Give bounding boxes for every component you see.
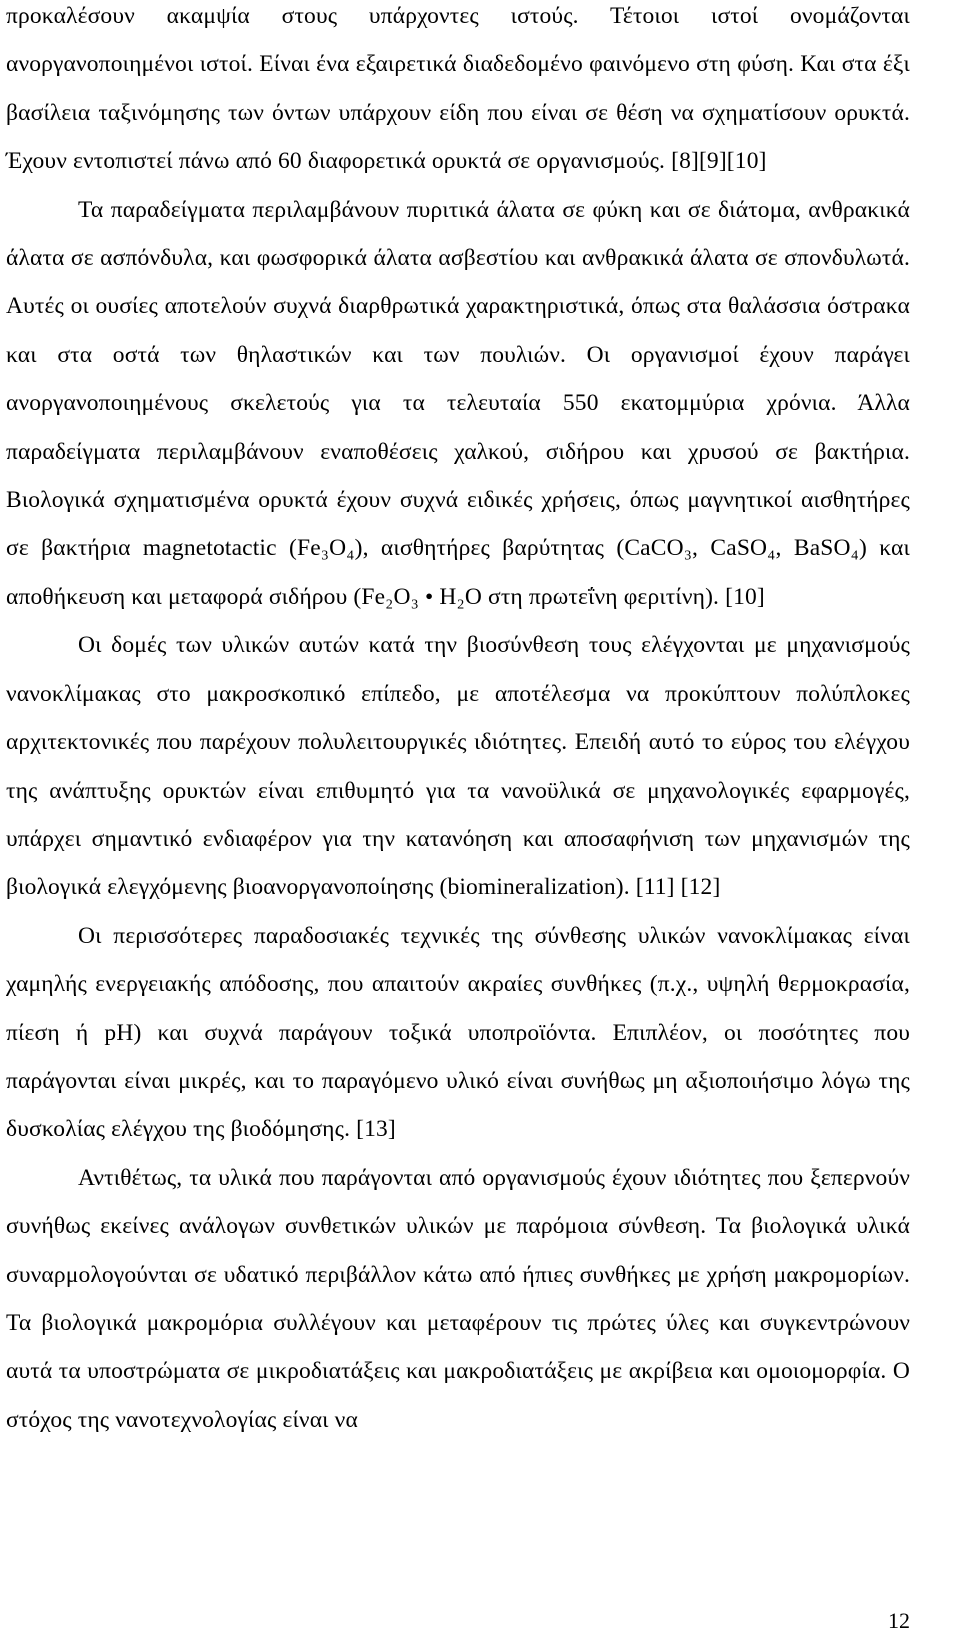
paragraph-continuation: προκαλέσουν ακαμψία στους υπάρχοντες ιστούς. Τέτοιοι ιστοί ονομάζονται ανοργανοποιημένοι ιστοί. Είναι ένα εξαιρετικά διαδεδομένο φαινόμενο στη φύση. Και στα έξι βασίλεια ταξινόμησης των όντων υπάρχουν είδη που είναι σε θέση να σχηματίσουν ορυκτά. Έχουν εντοπιστεί πάνω από 60 διαφορετικά ορυκτά σε οργανισμούς. [8][9][10]	[6, 3, 910, 175]
body-text	[6, 0, 910, 1444]
paragraph-structures: Οι δομές των υλικών αυτών κατά την βιοσύνθεση τους ελέγχονται με μηχανισμούς νανοκλίμακας στο μακροσκοπικό επίπεδο, με αποτέλεσμα να προκύπτουν πολύπλοκες αρχιτεκτονικές που παρέχουν πολυλειτουργικές ιδιότητες. Επειδή αυτό το εύρος του ελέγχου της ανάπτυξης ορυκτών είναι επιθυμητό για τα νανοϋλικά σε μηχανολογικές εφαρμογές, υπάρχει σημαντικό ενδιαφέρον για την κατανόηση και αποσαφήνιση των μηχανισμών της βιολογικά ελεγχόμενης βιοανοργανοποίησης (biomineralization). [11] [12]	[6, 632, 910, 901]
paragraph-traditional-synthesis: Οι περισσότερες παραδοσιακές τεχνικές της σύνθεσης υλικών νανοκλίμακας είναι χαμηλής ενεργειακής απόδοσης, που απαιτούν ακραίες συνθήκες (π.χ., υψηλή θερμοκρασία, πίεση ή pH) και συχνά παράγουν τοξικά υποπροϊόντα. Επιπλέον, οι ποσότητες που παράγονται είναι μικρές, και το παραγόμενο υλικό είναι συνήθως μη αξιοποιήσιμο λόγω της δυσκολίας ελέγχου της βιοδόμησης. [13]	[6, 922, 910, 1143]
paragraph-biological-materials: Αντιθέτως, τα υλικά που παράγονται από οργανισμούς έχουν ιδιότητες που ξεπερνούν συνήθως εκείνες ανάλογων συνθετικών υλικών με παρόμοια σύνθεση. Τα βιολογικά υλικά συναρμολογούνται σε υδατικό περιβάλλον κάτω από ήπιες συνθήκες με χρήση μακρομορίων. Τα βιολογικά μακρομόρια συλλέγουν και μεταφέρουν τις πρώτες ύλες και συγκεντρώνουν αυτά τα υποστρώματα σε μικροδιατάξεις και μακροδιατάξεις με ακρίβεια και ομοιομορφία. Ο στόχος της νανοτεχνολογίας είναι να	[6, 1164, 910, 1433]
page-number: 12	[888, 1608, 910, 1633]
paragraph-examples: Τα παραδείγματα περιλαμβάνουν πυριτικά άλατα σε φύκη και σε διάτομα, ανθρακικά άλατα σε ασπόνδυλα, και φωσφορικά άλατα ασβεστίου και ανθρακικά άλατα σε σπονδυλωτά. Αυτές οι ουσίες αποτελούν συχνά διαρθρωτικά χαρακτηριστικά, όπως στα θαλάσσια όστρακα και στα οστά των θηλαστικών και των πουλιών. Οι οργανισμοί έχουν παράγει ανοργανοποιημένους σκελετούς για τα τελευταία 550 εκατομμύρια χρόνια. Άλλα παραδείγματα περιλαμβάνουν εναποθέσεις χαλκού, σιδήρου και χρυσού σε βακτήρια. Βιολογικά σχηματισμένα ορυκτά έχουν συχνά ειδικές χρήσεις, όπως μαγνητικοί αισθητήρες σε βακτήρια magnetotactic (Fe₃O₄), αισθητήρες βαρύτητας (CaCO₃, CaSO₄, BaSO₄) και αποθήκευση και μεταφορά σιδήρου (Fe₂O₃ • H₂O στη πρωτεΐνη φεριτίνη). [10]	[6, 196, 910, 610]
